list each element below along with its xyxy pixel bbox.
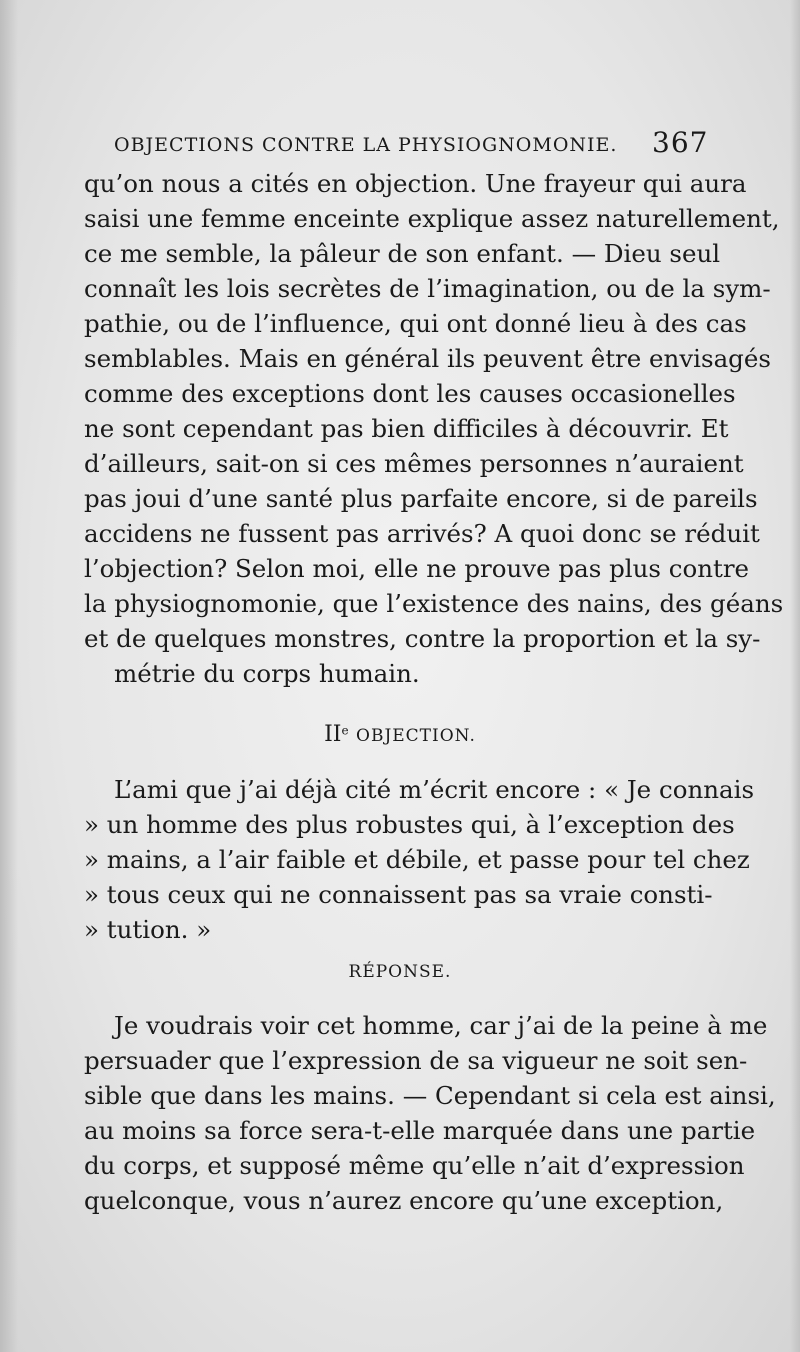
page-number: 367 <box>652 126 709 159</box>
text-line: semblables. Mais en général ils peuvent être envisagés <box>84 344 771 373</box>
page-edge-shadow-right <box>790 0 800 1352</box>
text-line: » tution. » <box>84 915 212 944</box>
paragraph-1 <box>84 166 784 691</box>
text-line: Je voudrais voir cet homme, car j’ai de la peine à me <box>114 1011 768 1040</box>
text-line: d’ailleurs, sait-on si ces mêmes personnes n’auraient <box>84 449 744 478</box>
text-line: pas joui d’une santé plus parfaite encore, si de pareils <box>84 484 758 513</box>
page-edge-shadow-left <box>0 0 18 1352</box>
running-head <box>114 126 714 166</box>
text-line: ce me semble, la pâleur de son enfant. — Dieu seul <box>84 239 721 268</box>
text-line: qu’on nous a cités en objection. Une frayeur qui aura <box>84 169 747 198</box>
text-line: du corps, et supposé même qu’elle n’ait d’expression <box>84 1151 745 1180</box>
text-line: accidens ne fussent pas arrivés? A quoi donc se réduit <box>84 519 760 548</box>
text-line: L’ami que j’ai déjà cité m’écrit encore : « Je connais <box>114 775 755 804</box>
text-line: » mains, a l’air faible et débile, et passe pour tel chez <box>84 845 750 874</box>
text-line: au moins sa force sera-t-elle marquée dans une partie <box>84 1116 756 1145</box>
section-superscript: e <box>341 723 350 738</box>
running-title: OBJECTIONS CONTRE LA PHYSIOGNOMONIE. <box>114 134 618 156</box>
text-line: la physiognomonie, que l’existence des nains, des géans <box>84 589 784 618</box>
section-roman-numeral: II <box>324 722 342 747</box>
text-line: saisi une femme enceinte explique assez naturellement, <box>84 204 780 233</box>
text-line: » un homme des plus robustes qui, à l’exception des <box>84 810 735 839</box>
text-line: persuader que l’expression de sa vigueur ne soit sen- <box>84 1046 748 1075</box>
text-line: et de quelques monstres, contre la proportion et la sy- <box>84 624 761 653</box>
text-line: sible que dans les mains. — Cependant si cela est ainsi, <box>84 1081 776 1110</box>
text-line: quelconque, vous n’aurez encore qu’une exception, <box>84 1186 724 1215</box>
text-line: » tous ceux qui ne connaissent pas sa vraie consti- <box>84 880 713 909</box>
text-line: connaît les lois secrètes de l’imagination, ou de la sym- <box>84 274 771 303</box>
text-line: comme des exceptions dont les causes occasionelles <box>84 379 736 408</box>
section-label: OBJECTION. <box>356 726 476 746</box>
response-heading: RÉPONSE. <box>348 962 452 982</box>
section-heading <box>0 722 800 747</box>
text-line: ne sont cependant pas bien difficiles à découvrir. Et <box>84 414 729 443</box>
paragraph-3 <box>84 1008 776 1218</box>
text-line: métrie du corps humain. <box>114 659 420 688</box>
text-line: l’objection? Selon moi, elle ne prouve pas plus contre <box>84 554 750 583</box>
paragraph-2 <box>84 772 755 947</box>
text-line: pathie, ou de l’influence, qui ont donné lieu à des cas <box>84 309 747 338</box>
